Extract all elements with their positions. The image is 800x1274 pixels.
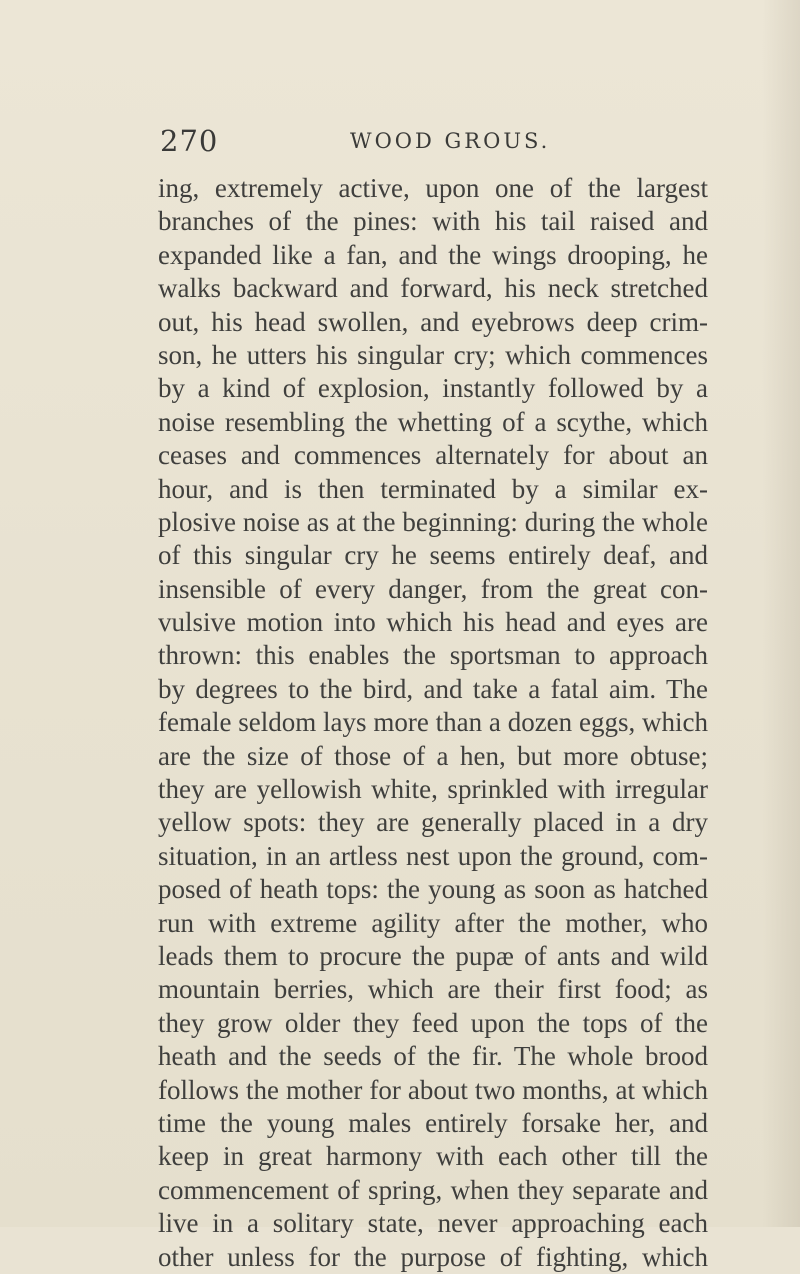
text-line: plosive noise as at the beginning: during the whole [158, 506, 708, 537]
text-line: hour, and is then terminated by a similar ex- [158, 473, 708, 504]
text-line: noise resembling the whetting of a scythe, which [158, 406, 708, 437]
text-line: yellow spots: they are generally placed in a dry [158, 807, 708, 838]
text-line: leads them to procure the pupæ of ants and wild [158, 940, 708, 971]
text-line: time the young males entirely forsake her, and [158, 1107, 708, 1138]
text-line: situation, in an artless nest upon the ground, com- [158, 840, 708, 871]
text-line: mountain berries, which are their first food; as [158, 974, 708, 1005]
text-line: by degrees to the bird, and take a fatal aim. The [158, 673, 708, 704]
text-line: posed of heath tops: the young as soon as hatched [158, 874, 708, 905]
text-line: ing, extremely active, upon one of the largest [158, 173, 708, 203]
text-line: of this singular cry he seems entirely deaf, and [158, 540, 708, 571]
text-line: heath and the seeds of the fir. The whole brood [158, 1041, 708, 1072]
text-line: branches of the pines: with his tail raised and [158, 206, 708, 237]
running-title: WOOD GROUS. [350, 129, 551, 153]
text-line: other unless for the purpose of fighting, which [158, 1241, 708, 1272]
text-line: they grow older they feed upon the tops of the [158, 1007, 708, 1038]
text-line: vulsive motion into which his head and eyes are [158, 607, 708, 638]
text-line: by a kind of explosion, instantly followed by a [158, 373, 708, 404]
text-line: ceases and commences alternately for about an [158, 440, 708, 471]
text-line: son, he utters his singular cry; which commences [158, 339, 708, 370]
text-line: follows the mother for about two months, at which [158, 1074, 708, 1105]
text-line: out, his head swollen, and eyebrows deep crim- [158, 306, 708, 337]
text-line: are the size of those of a hen, but more obtuse; [158, 740, 708, 771]
running-head [160, 120, 700, 164]
page-number: 270 [160, 124, 219, 158]
text-line: they are yellowish white, sprinkled with irregular [158, 774, 708, 805]
text-line: walks backward and forward, his neck stretched [158, 273, 708, 304]
page-edge-shadow [762, 0, 800, 1227]
body-text [158, 172, 708, 1274]
text-line: live in a solitary state, never approaching each [158, 1208, 708, 1239]
text-line: insensible of every danger, from the great con- [158, 573, 708, 604]
text-line: keep in great harmony with each other till the [158, 1141, 708, 1172]
text-line: commencement of spring, when they separate and [158, 1174, 708, 1205]
text-line: female seldom lays more than a dozen eggs, which [158, 707, 708, 738]
text-line: run with extreme agility after the mother, who [158, 907, 708, 938]
text-line: expanded like a fan, and the wings drooping, he [158, 239, 708, 270]
text-line: thrown: this enables the sportsman to approach [158, 640, 708, 671]
